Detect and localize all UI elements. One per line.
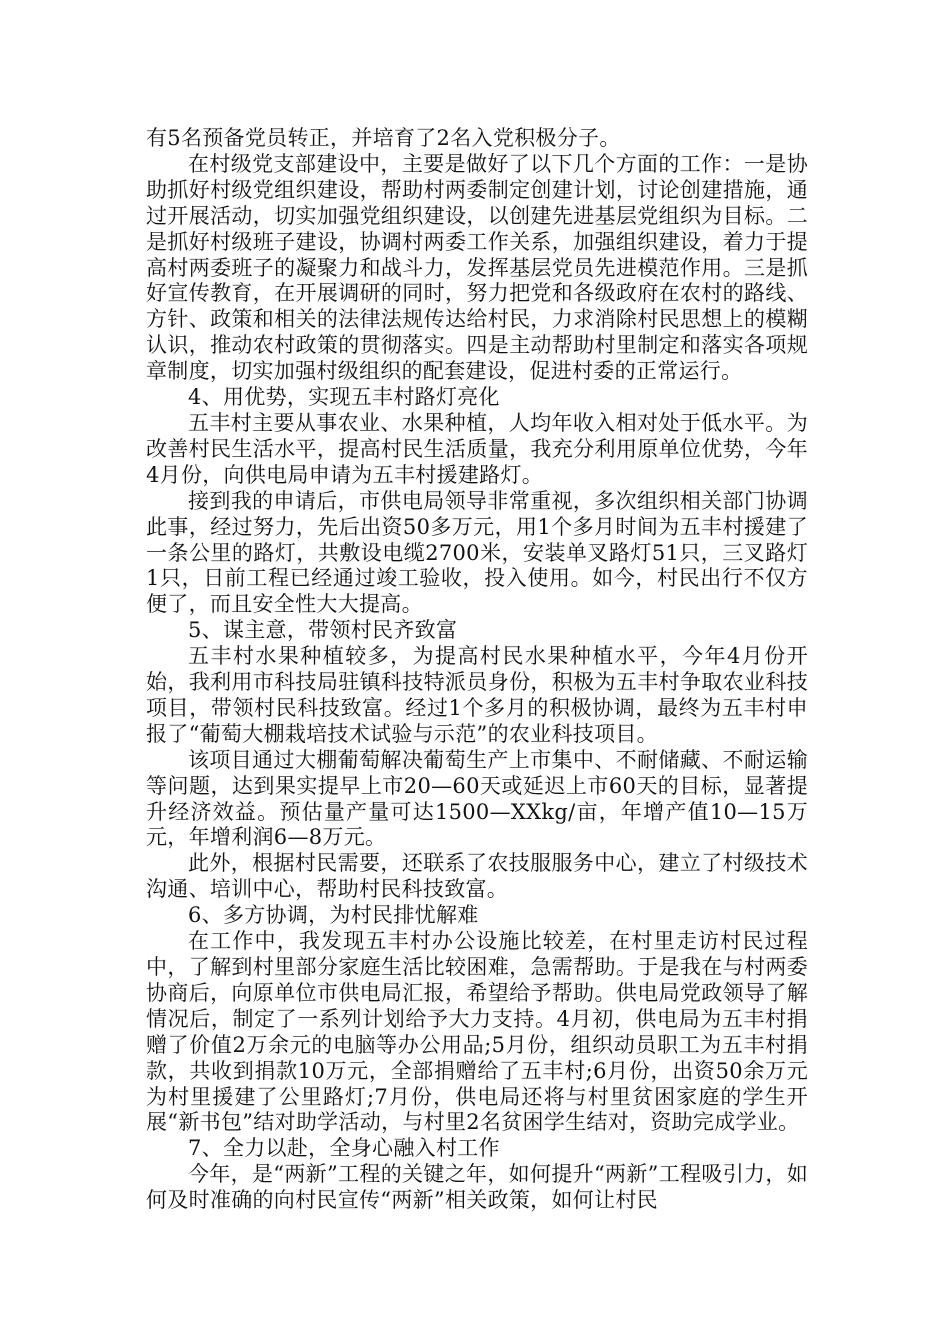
paragraph-6: 该项目通过大棚葡萄解决葡萄生产上市集中、不耐储藏、不耐运输等问题，达到果实提早上市20—60天或延迟上市60天的目标，显著提升经济效益。预估量产量可达1500—XXkg/亩，年增产值10—15万元，年增利润6—8万元。 bbox=[146, 747, 808, 850]
document-page bbox=[146, 126, 808, 1214]
paragraph-7: 此外，根据村民需要，还联系了农技服服务中心，建立了村级技术沟通、培训中心，帮助村民科技致富。 bbox=[146, 851, 808, 902]
paragraph-8: 在工作中，我发现五丰村办公设施比较差，在村里走访村民过程中，了解到村里部分家庭生活比较困难，急需帮助。于是我在与村两委协商后，向原单位市供电局汇报，希望给予帮助。供电局党政领导了解情况后，制定了一系列计划给予大力支持。4月初，供电局为五丰村捐赠了价值2万余元的电脑等办公用品;5月份，组织动员职工为五丰村捐款，共收到捐款10万元，全部捐赠给了五丰村;6月份，出资50余万元为村里援建了公里路灯;7月份，供电局还将与村里贫困家庭的学生开展“新书包”结对助学活动，与村里2名贫困学生结对，资助完成学业。 bbox=[146, 929, 808, 1135]
section-heading-4: 4、用优势，实现五丰村路灯亮化 bbox=[188, 385, 500, 410]
paragraph-3: 五丰村主要从事农业、水果种植，人均年收入相对处于低水平。为改善村民生活水平，提高村民生活质量，我充分利用原单位优势，今年4月份，向供电局申请为五丰村援建路灯。 bbox=[146, 410, 808, 487]
paragraph-9: 今年，是“两新”工程的关键之年，如何提升“两新”工程吸引力，如何及时准确的向村民宣传“两新”相关政策，如何让村民 bbox=[146, 1162, 808, 1213]
paragraph-2: 在村级党支部建设中，主要是做好了以下几个方面的工作：一是协助抓好村级党组织建设，帮助村两委制定创建计划，讨论创建措施，通过开展活动，切实加强党组织建设，以创建先进基层党组织为目标。二是抓好村级班子建设，协调村两委工作关系，加强组织建设，着力于提高村两委班子的凝聚力和战斗力，发挥基层党员先进模范作用。三是抓好宣传教育，在开展调研的同时，努力把党和各级政府在农村的路线、方针、政策和相关的法律法规传达给村民，力求消除村民思想上的模糊认识，推动农村政策的贯彻落实。四是主动帮助村里制定和落实各项规章制度，切实加强村级组织的配套建设，促进村委的正常运行。 bbox=[146, 151, 808, 384]
section-heading-7: 7、全力以赴，全身心融入村工作 bbox=[188, 1136, 500, 1161]
section-heading-6: 6、多方协调，为村民排忧解难 bbox=[188, 903, 479, 928]
paragraph-5: 五丰村水果种植较多，为提高村民水果种植水平，今年4月份开始，我利用市科技局驻镇科技特派员身份，积极为五丰村争取农业科技项目，带领村民科技致富。经过1个多月的积极协调，最终为五丰村申报了“葡萄大棚栽培技术试验与示范”的农业科技项目。 bbox=[146, 644, 808, 746]
paragraph-1: 有5名预备党员转正，并培育了2名入党积极分子。 bbox=[146, 126, 621, 150]
paragraph-4: 接到我的申请后，市供电局领导非常重视，多次组织相关部门协调此事，经过努力，先后出资50多万元，用1个多月时间为五丰村援建了一条公里的路灯，共敷设电缆2700米，安装单叉路灯51只，三叉路灯1只，日前工程已经通过竣工验收，投入使用。如今，村民出行不仅方便了，而且安全性大大提高。 bbox=[146, 488, 808, 617]
section-heading-5: 5、谋主意，带领村民齐致富 bbox=[188, 618, 458, 643]
